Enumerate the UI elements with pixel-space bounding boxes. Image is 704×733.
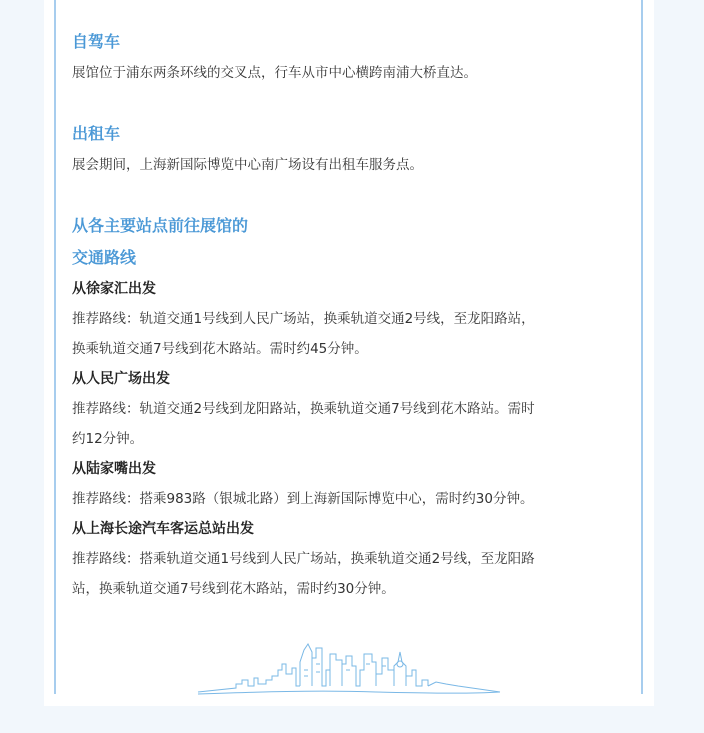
self-drive-title: 自驾车 [72,32,121,51]
route-text-line: 换乘轨道交通7号线到花木路站。需时约45分钟。 [72,341,368,357]
city-skyline-icon [196,640,502,696]
route-text-line: 约12分钟。 [72,431,144,447]
route-text-line: 站，换乘轨道交通7号线到花木路站，需时约30分钟。 [72,581,395,597]
route-origin-peoples-square: 从人民广场出发 [72,371,170,387]
routes-title-line2: 交通路线 [72,248,137,267]
route-origin-xujiahui: 从徐家汇出发 [72,281,156,297]
route-origin-long-distance-bus-station: 从上海长途汽车客运总站出发 [72,521,254,537]
routes-title-line1: 从各主要站点前往展馆的 [72,216,249,235]
taxi-title: 出租车 [72,124,121,143]
route-text-line: 推荐路线：轨道交通1号线到人民广场站，换乘轨道交通2号线，至龙阳路站， [72,311,535,327]
frame-line-right [641,0,643,694]
route-text-line: 推荐路线：轨道交通2号线到龙阳路站，换乘轨道交通7号线到花木路站。需时 [72,401,535,417]
frame-line-left [54,0,56,694]
route-text-line: 推荐路线：搭乘983路（银城北路）到上海新国际博览中心，需时约30分钟。 [72,491,534,507]
self-drive-text: 展馆位于浦东两条环线的交叉点，行车从市中心横跨南浦大桥直达。 [72,65,477,81]
taxi-text: 展会期间，上海新国际博览中心南广场设有出租车服务点。 [72,157,423,173]
route-text-line: 推荐路线：搭乘轨道交通1号线到人民广场站，换乘轨道交通2号线，至龙阳路 [72,551,535,567]
route-origin-lujiazui: 从陆家嘴出发 [72,461,156,477]
